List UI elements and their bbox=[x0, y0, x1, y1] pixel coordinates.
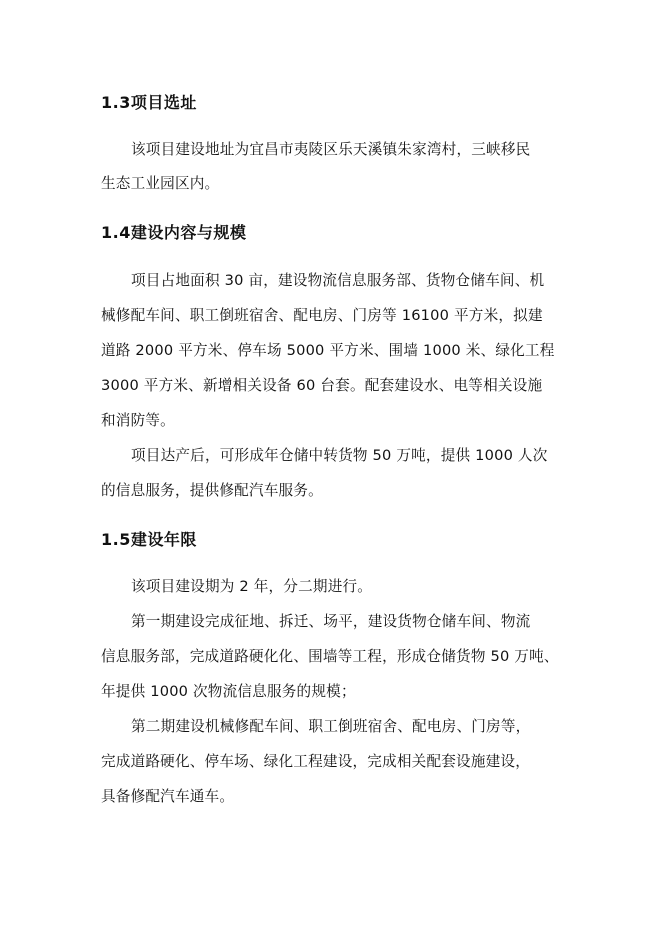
paragraph-line: 第一期建设完成征地、拆迁、场平，建设货物仓储车间、物流 bbox=[131, 613, 531, 630]
paragraph-line: 第二期建设机械修配车间、职工倒班宿舍、配电房、门房等， bbox=[131, 718, 531, 735]
paragraph-line: 3000 平方米、新增相关设备 60 台套。配套建设水、电等相关设施 bbox=[101, 377, 543, 394]
paragraph-line: 道路 2000 平方米、停车场 5000 平方米、围墙 1000 米、绿化工程 bbox=[101, 342, 555, 359]
paragraph-line: 该项目建设地址为宜昌市夷陵区乐天溪镇朱家湾村，三峡移民 bbox=[131, 141, 531, 158]
paragraph-line: 完成道路硬化、停车场、绿化工程建设，完成相关配套设施建设， bbox=[101, 753, 531, 770]
heading-1-3: 1.3项目选址 bbox=[101, 93, 197, 112]
paragraph-line: 项目达产后，可形成年仓储中转货物 50 万吨，提供 1000 人次 bbox=[131, 447, 548, 464]
paragraph-line: 械修配车间、职工倒班宿舍、配电房、门房等 16100 平方米，拟建 bbox=[101, 307, 543, 324]
paragraph-line: 的信息服务，提供修配汽车服务。 bbox=[101, 482, 323, 499]
paragraph-line: 生态工业园区内。 bbox=[101, 175, 220, 192]
paragraph-line: 项目占地面积 30 亩，建设物流信息服务部、货物仓储车间、机 bbox=[131, 272, 545, 289]
heading-1-4: 1.4建设内容与规模 bbox=[101, 223, 247, 242]
paragraph-line: 该项目建设期为 2 年，分二期进行。 bbox=[131, 578, 373, 595]
heading-1-5: 1.5建设年限 bbox=[101, 530, 197, 549]
paragraph-line: 年提供 1000 次物流信息服务的规模； bbox=[101, 683, 356, 700]
paragraph-line: 和消防等。 bbox=[101, 412, 175, 429]
paragraph-line: 具备修配汽车通车。 bbox=[101, 788, 235, 805]
paragraph-line: 信息服务部，完成道路硬化化、围墙等工程，形成仓储货物 50 万吨、 bbox=[101, 648, 559, 665]
